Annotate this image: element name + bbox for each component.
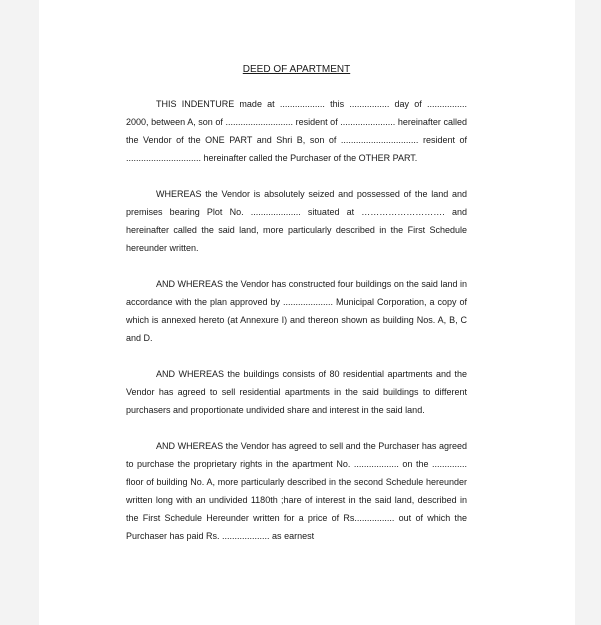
document-title: DEED OF APARTMENT [242, 64, 351, 75]
paragraph-whereas-apartments: AND WHEREAS the buildings consists of 80 residential apartments and the Vendor has agreed to sell residential apartments in the said buildings to different purchasers and proportionate undivided share and interest in the said land. [126, 369, 467, 415]
paragraph-indenture: THIS INDENTURE made at .................. this ................ day of ................ 2000, between A, son of ........................... resident of ...................... hereinafter called the Vendor of the ONE PART and Shri B, son of ............................... resident of .............................. hereinafter called the Purchaser of the OTHER PART. [126, 99, 467, 163]
paragraph-whereas-sale: AND WHEREAS the Vendor has agreed to sell and the Purchaser has agreed to purchase the proprietary rights in the apartment No. .................. on the .............. floor of building No. A, more particularly described in the second Schedule hereunder written long with an undivided 1180th ;hare of interest in the said land, described in the First Schedule Hereunder written for a price of Rs................ out of which the Purchaser has paid Rs. ................... as earnest [126, 441, 467, 541]
document-page [39, 0, 575, 625]
paragraph-whereas-buildings: AND WHEREAS the Vendor has constructed four buildings on the said land in accordance with the plan approved by .................... Municipal Corporation, a copy of which is annexed hereto (at Annexure I) and thereon shown as building Nos. A, B, C and D. [126, 279, 467, 343]
paragraph-whereas-land: WHEREAS the Vendor is absolutely seized and possessed of the land and premises bearing Plot No. .................... situated at ………………………. and hereinafter called the said land, more particularly described in the First Schedule hereunder written. [126, 189, 467, 253]
